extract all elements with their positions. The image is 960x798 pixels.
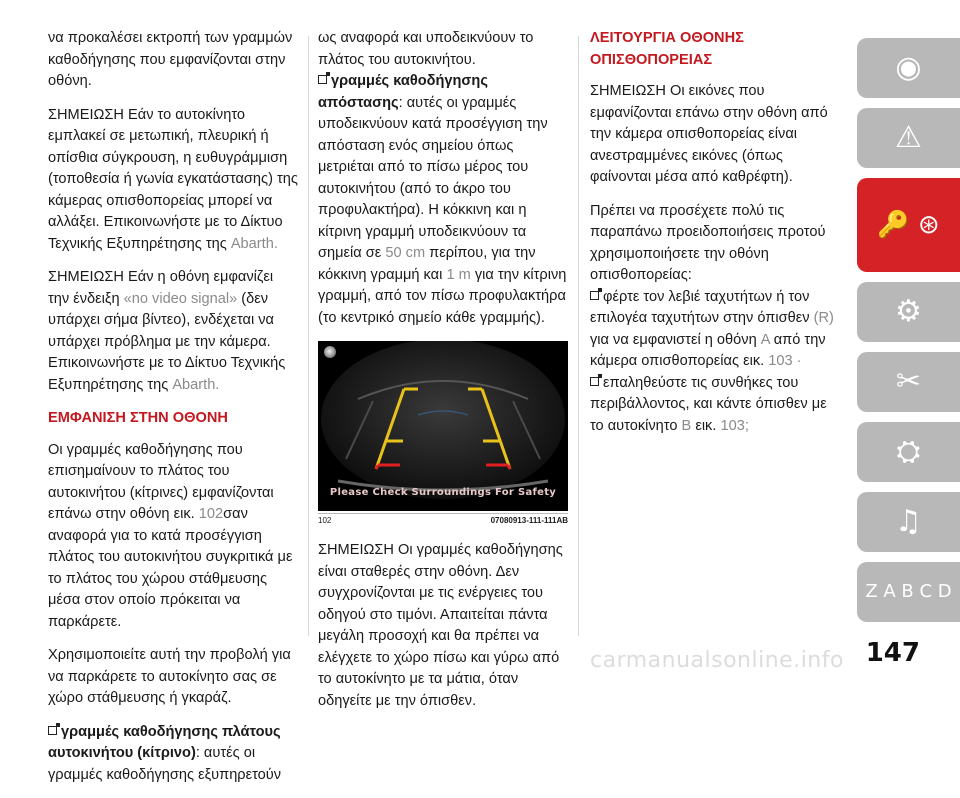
figure-caption [318,513,568,526]
figure-ref: 103 · [768,353,802,369]
paragraph-guide-lines: Οι γραμμές καθοδήγησης που επισημαίνουν το πλάτος του αυτοκινήτου (κίτρινες) εμφανίζονται επάνω στην οθόνη εικ. 102σαν αναφορά για το κατά προσέγγιση πλάτος του αυτοκινήτου συγκριτικά με το πλάτος του χώρου στάθμευσης μέσα στον οποίο πρόκειται να παρκάρετε. [48,441,293,630]
paragraph-warnings: Πρέπει να προσέχετε πολύ τις παραπάνω προειδοποιήσεις προτού χρησιμοποιήσετε την οθόνη οπισθοπορείας: [590,202,826,283]
checkbox-bullet-icon [48,726,57,735]
warning-triangle-icon: ⚠ [895,120,922,155]
column-middle [318,28,568,724]
paragraph: ως αναφορά και υποδεικνύουν το πλάτος του αυτοκινήτου. [318,30,534,68]
gear-reverse-label: (R) [813,310,834,326]
paragraph-usage: Χρησιμοποιείτε αυτή την προβολή για να παρκάρετε το αυτοκίνητο σας σε χώρο στάθμευσης ή γκαράζ. [48,647,291,706]
distance-value: 50 cm [385,245,426,261]
car-dashboard-icon: ◉ [895,50,922,85]
alphabet-index-icon: Z A B C D [865,581,952,602]
column-right [590,28,835,449]
tab-index[interactable] [857,562,960,622]
camera-icon [324,346,336,358]
column-left [48,28,298,798]
note-guidelines-fixed: ΣΗΜΕΙΩΣΗ Οι γραμμές καθοδήγησης είναι σταθερές στην οθόνη. Δεν συγχρονίζονται με τις ενέργειες του οδηγού στο τιμόνι. Απαιτείται πάντα μεγάλη προσοχή και θα πρέπει να ελέγχετε το χώρο πίσω και γύρω από το αυτοκίνητο με τα μάτια, όταν οδηγείτε με την όπισθεν. [318,542,563,709]
note-collision: ΣΗΜΕΙΩΣΗ Εάν το αυτοκίνητο εμπλακεί σε μετωπική, πλευρική ή οπίσθια σύγκρουση, η ευθυγράμμιση (τοποθεσία ή γωνία εγκατάστασης) της κάμερας οπισθοπορείας μπορεί να αλλάξει. Επικοινωνήστε με το Δίκτυο Τεχνικής Εξυπηρέτησης της Abarth. [48,106,298,252]
tab-driving[interactable] [857,178,960,272]
figure-number: 102 [318,516,332,525]
paragraph: να προκαλέσει εκτροπή των γραμμών καθοδήγησης που εμφανίζονται στην οθόνη. [48,30,293,89]
note-no-video: ΣΗΜΕΙΩΣΗ Εάν η οθόνη εμφανίζει την ένδειξη «no video signal» (δεν υπάρχει σήμα βίντεο), ενδέχεται να υπάρχει πρόβλημα με την κάμερα. Επικοινωνήστε με το Δίκτυο Τεχνικής Εξυπηρέτησης της Abarth. [48,269,286,393]
checkbox-bullet-icon [590,291,599,300]
chapter-tabs [857,38,960,632]
page-number: 147 [865,638,920,668]
column-divider [308,36,309,636]
column-divider [578,36,579,636]
watermark: carmanualsonline.info [590,648,844,673]
section-heading-display: ΕΜΦΑΝΙΣΗ ΣΤΗΝ ΟΘΟΝΗ [48,410,228,426]
wrench-car-icon: ⚙ [895,294,922,329]
checkbox-bullet-icon [318,75,327,84]
bullet-width-lines: γραμμές καθοδήγησης πλάτους αυτοκινήτου (κίτρινο): αυτές οι γραμμές καθοδήγησης εξυπηρετούν [48,723,282,783]
tab-multimedia[interactable] [857,492,960,552]
checkbox-bullet-icon [590,377,599,386]
bullet-shift-reverse: φέρτε τον λεβιέ ταχυτήτων ή τον επιλογέα ταχυτήτων στην όπισθεν (R) για να εμφανιστεί η οθόνη A από την κάμερα οπισθοπορείας εικ. 103 · [590,288,834,369]
no-video-signal-text: «no video signal» [123,290,238,307]
safety-warning-text: Please Check Surroundings For Safety [329,486,557,498]
bullet-distance-lines: γραμμές καθοδήγησης απόστασης: αυτές οι γραμμές υποδεικνύουν κατά προσέγγιση την απόσταση ενός σημείου όπως μετριέται από το πίσω μέρος του αυτοκινήτου (από το άκρο του προφυλακτήρα). Η κόκκινη και η κίτρινη γραμμή υποδεικνύουν τα σημεία σε 50 cm περίπου, για την κόκκινη γραμμή και 1 m για την κίτρινη γραμμή, από τον πίσω προφυλακτήρα (το κεντρικό σημείο κάθε γραμμής). [318,73,567,326]
section-heading-reverse-display: ΛΕΙΤΟΥΡΓΙΑ ΟΘΟΝΗΣ ΟΠΙΣΘΟΠΟΡΕΙΑΣ [590,30,744,68]
tab-emergency[interactable] [857,282,960,342]
tools-icon: ✂ [895,364,922,399]
tab-dashboard[interactable] [857,38,960,98]
brand-name: Abarth. [172,376,220,393]
step-label: B [681,417,692,434]
rear-camera-figure [318,341,568,511]
car-steering-icon: 🔑 ⊛ [877,210,940,240]
tab-specs[interactable] [857,422,960,482]
brand-name: Abarth. [230,235,278,252]
bullet-check-surroundings: επαληθεύστε τις συνθήκες του περιβάλλοντος, και κάντε όπισθεν με το αυτοκίνητο B εικ. 103; [590,374,827,434]
car-specs-icon: ⛭ [896,434,921,469]
figure-code: 07080913-111-111AB [490,516,568,525]
screen-label: A [760,331,770,348]
tab-maintenance[interactable] [857,352,960,412]
figure-ref: 102 [198,506,224,522]
note-mirrored-images: ΣΗΜΕΙΩΣΗ Οι εικόνες που εμφανίζονται επάνω στην οθόνη από την κάμερα οπισθοπορείας είναι ανεστραμμένες εικόνες (όπως φαίνονται μέσα από καθρέφτη). [590,83,828,185]
multimedia-icon: ♫ [895,504,922,539]
distance-value: 1 m [446,266,471,283]
figure-ref: 103; [720,417,749,434]
tab-safety[interactable] [857,108,960,168]
